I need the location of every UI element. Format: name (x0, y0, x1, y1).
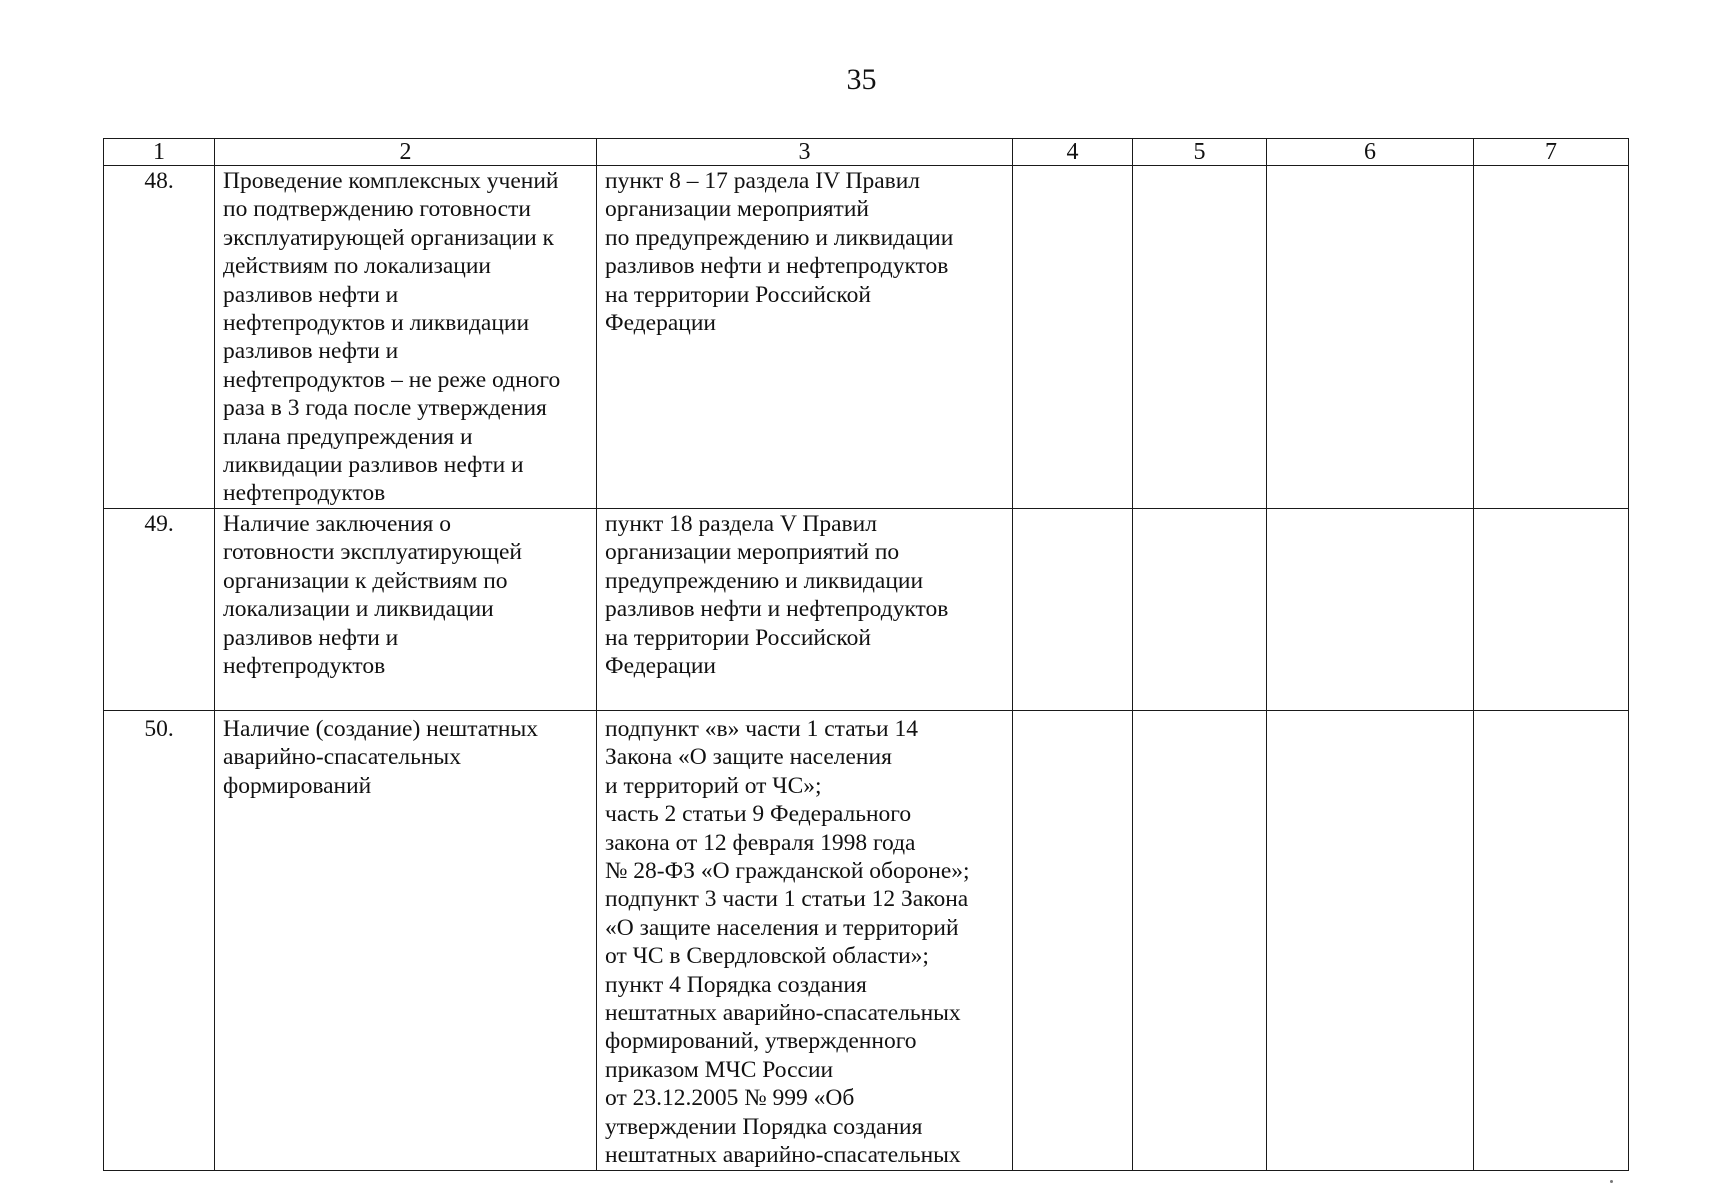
column-header-5: 5 (1133, 139, 1267, 166)
cell-col5 (1133, 509, 1267, 711)
cell-col6 (1267, 509, 1474, 711)
row-number: 50. (104, 711, 215, 1171)
cell-col6 (1267, 711, 1474, 1171)
row-number: 48. (104, 166, 215, 509)
requirement-text: Проведение комплексных учений по подтверждению готовности эксплуатирующей организации к действиям по локализации разливов нефти и нефтепродуктов и ликвидации разливов нефти и нефтепродуктов – не реже одного раза в 3 года после утверждения плана предупреждения и ликвидации разливов нефти и нефтепродуктов (215, 166, 597, 509)
column-header-2: 2 (215, 139, 597, 166)
row-number: 49. (104, 509, 215, 711)
table-row (104, 166, 1629, 509)
requirement-text: Наличие заключения о готовности эксплуатирующей организации к действиям по локализации и ликвидации разливов нефти и нефтепродуктов (215, 509, 597, 711)
cell-col7 (1474, 509, 1629, 711)
cell-col7 (1474, 166, 1629, 509)
cell-col5 (1133, 711, 1267, 1171)
cell-col6 (1267, 166, 1474, 509)
requirement-text: Наличие (создание) нештатных аварийно-спасательных формирований (215, 711, 597, 1171)
requirements-table (103, 138, 1629, 1171)
header-row (104, 139, 1629, 166)
cell-col4 (1013, 509, 1133, 711)
cell-col4 (1013, 711, 1133, 1171)
cell-col7 (1474, 711, 1629, 1171)
legal-reference: пункт 8 – 17 раздела IV Правил организации мероприятий по предупреждению и ликвидации разливов нефти и нефтепродуктов на территории Российской Федерации (597, 166, 1013, 509)
legal-reference: подпункт «в» части 1 статьи 14 Закона «О защите населения и территорий от ЧС»; часть 2 статьи 9 Федерального закона от 12 февраля 1998 года № 28-ФЗ «О гражданской обороне»; подпункт 3 части 1 статьи 12 Закона «О защите населения и территорий от ЧС в Свердловской области»; пункт 4 Порядка создания нештатных аварийно-спасательных формирований, утвержденного приказом МЧС России от 23.12.2005 № 999 «Об утверждении Порядка создания нештатных аварийно-спасательных (597, 711, 1013, 1171)
column-header-6: 6 (1267, 139, 1474, 166)
scan-speck (1610, 1180, 1613, 1183)
cell-col5 (1133, 166, 1267, 509)
column-header-7: 7 (1474, 139, 1629, 166)
cell-col4 (1013, 166, 1133, 509)
table-row (104, 711, 1629, 1171)
column-header-3: 3 (597, 139, 1013, 166)
legal-reference: пункт 18 раздела V Правил организации мероприятий по предупреждению и ликвидации разливов нефти и нефтепродуктов на территории Российской Федерации (597, 509, 1013, 711)
table-row (104, 509, 1629, 711)
column-header-4: 4 (1013, 139, 1133, 166)
column-header-1: 1 (104, 139, 215, 166)
page-number: 35 (846, 63, 877, 96)
